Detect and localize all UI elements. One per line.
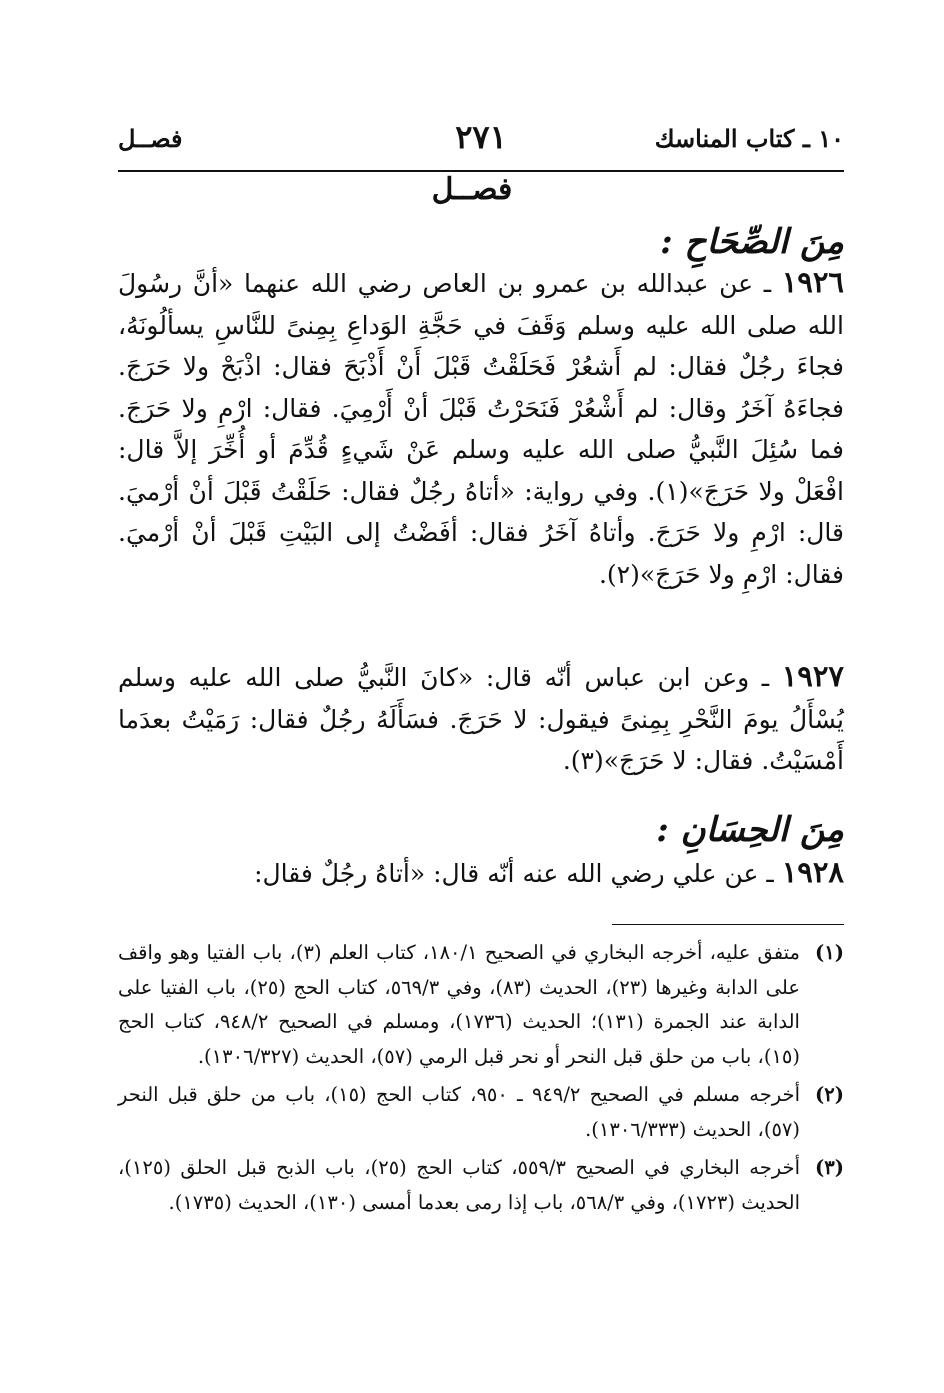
hadith-text: ـ وعن ابن عباس أنّه قال: «كانَ النَّبيُّ صلى الله عليه وسلم يُسْأَلُ يومَ النَّحْرِ بِمِنىً فيقول: لا حَرَجَ. فسَأَلَهُ رجُلٌ فقال: رَمَيْتُ بعدَما أَمْسَيْتُ. فقال: لا حَرَجَ»(٣). <box>118 663 844 775</box>
hadith-1926 <box>118 262 844 595</box>
footnote-text: متفق عليه، أخرجه البخاري في الصحيح ١٨٠/١، كتاب العلم (٣)، باب الفتيا وهو واقف على الدابة وغيرها (٢٣)، الحديث (٨٣)، وفي ٥٦٩/٣، كتاب الحج (٢٥)، باب الفتيا على الدابة عند الجمرة (١٣١)؛ الحديث (١٧٣٦)، ومسلم في الصحيح ٩٤٨/٢، كتاب الحج (١٥)، باب من حلق قبل النحر أو نحر قبل الرمي (٥٧)، الحديث (١٣٠٦/٣٢٧). <box>118 941 800 1068</box>
running-section-title: فصــل <box>118 124 183 153</box>
subheading-hisan: مِنَ الحِسَانِ : <box>656 810 844 850</box>
running-header <box>118 118 844 164</box>
footnotes <box>118 936 844 1224</box>
footnote-1 <box>118 936 844 1074</box>
footnote-separator <box>612 924 844 925</box>
hadith-number: ١٩٢٦ <box>781 265 845 299</box>
section-heading: فصــل <box>431 172 513 207</box>
footnote-marker: (١) <box>815 941 844 964</box>
hadith-text: ـ عن علي رضي الله عنه أنّه قال: «أتاهُ رجُلٌ فقال: <box>254 859 774 888</box>
footnote-3 <box>118 1151 844 1220</box>
page-number: ٢٧١ <box>455 118 507 156</box>
footnote-2 <box>118 1078 844 1147</box>
hadith-1927 <box>118 656 844 782</box>
hadith-1928 <box>118 852 844 895</box>
hadith-number: ١٩٢٧ <box>781 659 844 693</box>
hadith-number: ١٩٢٨ <box>781 855 844 889</box>
subheading-sahih: مِنَ الصِّحَاحِ : <box>660 222 844 262</box>
footnote-text: أخرجه مسلم في الصحيح ٩٤٩/٢ ـ ٩٥٠، كتاب الحج (١٥)، باب من حلق قبل النحر (٥٧)، الحديث (١٣٠٦/٣٣٣). <box>118 1083 800 1141</box>
footnote-marker: (٣) <box>815 1156 844 1179</box>
chapter-title: ١٠ ـ كتاب المناسك <box>654 124 844 153</box>
hadith-text: ـ عن عبدالله بن عمرو بن العاص رضي الله عنهما «أنَّ رسُولَ الله صلى الله عليه وسلم وَقَفَ في حَجَّةِ الوَداعِ بِمِنىً للنَّاسِ يسألُونَهُ، فجاءَ رجُلٌ فقال: لم أَشعُرْ فَحَلَقْتُ قَبْلَ أَنْ أَذْبَحَ فقال: اذْبَحْ ولا حَرَجَ. فجاءَهُ آخَرُ وقال: لم أَشْعُرْ فَنَحَرْتُ قَبْلَ أنْ أَرْمِيَ. فقال: ارْمِ ولا حَرَجَ. فما سُئِلَ النَّبيُّ صلى الله عليه وسلم عَنْ شَيءٍ قُدِّمَ أو أُخِّرَ إلاَّ قال: افْعَلْ ولا حَرَجَ»(١). وفي رواية: «أتاهُ رجُلٌ فقال: حَلَقْتُ قَبْلَ أنْ أرْميَ. قال: ارْمِ ولا حَرَجَ. وأتاهُ آخَرُ فقال: أفَضْتُ إلى البَيْتِ قَبْلَ أنْ أرْميَ. فقال: ارْمِ ولا حَرَجَ»(٢). <box>118 269 844 589</box>
footnote-text: أخرجه البخاري في الصحيح ٥٥٩/٣، كتاب الحج (٢٥)، باب الذبح قبل الحلق (١٢٥)، الحديث (١٧٢٣)، وفي ٥٦٨/٣، باب إذا رمى بعدما أمسى (١٣٠)، الحديث (١٧٣٥). <box>118 1156 800 1214</box>
footnote-marker: (٢) <box>815 1083 844 1106</box>
